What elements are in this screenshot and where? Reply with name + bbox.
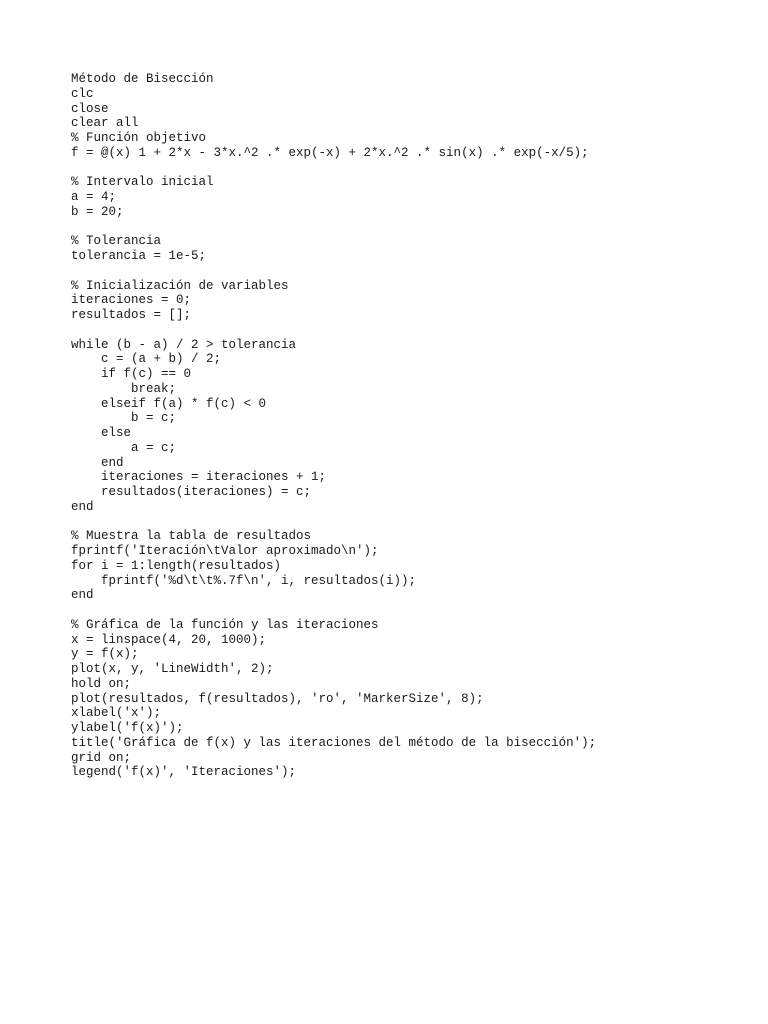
code-line: end bbox=[71, 588, 94, 603]
code-line: else bbox=[71, 426, 132, 440]
code-line: while (b - a) / 2 > tolerancia bbox=[71, 337, 297, 352]
code-line: ylabel('f(x)'); bbox=[71, 721, 184, 735]
code-line: x = linspace(4, 20, 1000); bbox=[71, 632, 267, 647]
code-line: a = 4; bbox=[71, 190, 117, 204]
code-line bbox=[71, 220, 751, 235]
code-line: tolerancia = 1e-5; bbox=[71, 249, 207, 263]
code-line: xlabel('x'); bbox=[71, 706, 162, 721]
code-line: grid on; bbox=[71, 750, 132, 765]
code-line: break; bbox=[71, 381, 177, 396]
code-line: % Intervalo inicial bbox=[71, 175, 214, 190]
code-line bbox=[71, 264, 751, 279]
code-line bbox=[71, 323, 751, 338]
code-line: hold on; bbox=[71, 676, 132, 691]
code-line: b = c; bbox=[71, 411, 177, 426]
code-line: % Gráfica de la función y las iteraciones bbox=[71, 617, 379, 632]
code-line: a = c; bbox=[71, 440, 177, 455]
code-line: legend('f(x)', 'Iteraciones'); bbox=[71, 765, 297, 780]
code-line: iteraciones = iteraciones + 1; bbox=[71, 470, 327, 485]
code-line: if f(c) == 0 bbox=[71, 367, 192, 381]
code-line: clear all bbox=[71, 116, 139, 131]
code-line: plot(resultados, f(resultados), 'ro', 'MarkerSize', 8); bbox=[71, 691, 484, 706]
code-line: fprintf('%d\t\t%.7f\n', i, resultados(i)); bbox=[71, 573, 417, 588]
code-line: c = (a + b) / 2; bbox=[71, 352, 222, 367]
code-listing bbox=[71, 72, 751, 780]
code-line: iteraciones = 0; bbox=[71, 293, 192, 308]
code-line: end bbox=[71, 455, 124, 470]
code-line: fprintf('Iteración\tValor aproximado\n'); bbox=[71, 544, 379, 558]
code-line: % Función objetivo bbox=[71, 131, 207, 145]
code-line: % Inicialización de variables bbox=[71, 278, 289, 293]
code-line: for i = 1:length(resultados) bbox=[71, 558, 282, 573]
code-line: title('Gráfica de f(x) y las iteraciones del método de la bisección'); bbox=[71, 735, 597, 750]
code-line: plot(x, y, 'LineWidth', 2); bbox=[71, 662, 274, 676]
code-line bbox=[71, 603, 751, 618]
code-line: elseif f(a) * f(c) < 0 bbox=[71, 396, 267, 411]
code-line: end bbox=[71, 499, 94, 514]
code-line: % Tolerancia bbox=[71, 234, 162, 249]
code-line: b = 20; bbox=[71, 204, 124, 219]
code-line: resultados(iteraciones) = c; bbox=[71, 485, 312, 499]
code-line: f = @(x) 1 + 2*x - 3*x.^2 .* exp(-x) + 2*x.^2 .* sin(x) .* exp(-x/5); bbox=[71, 145, 589, 160]
code-line bbox=[71, 161, 751, 176]
code-line: % Muestra la tabla de resultados bbox=[71, 529, 312, 544]
code-line: clc bbox=[71, 86, 94, 101]
code-line: close bbox=[71, 101, 109, 116]
code-line: Método de Bisección bbox=[71, 72, 214, 86]
code-line bbox=[71, 515, 751, 530]
code-line: y = f(x); bbox=[71, 647, 139, 662]
code-line: resultados = []; bbox=[71, 308, 192, 322]
